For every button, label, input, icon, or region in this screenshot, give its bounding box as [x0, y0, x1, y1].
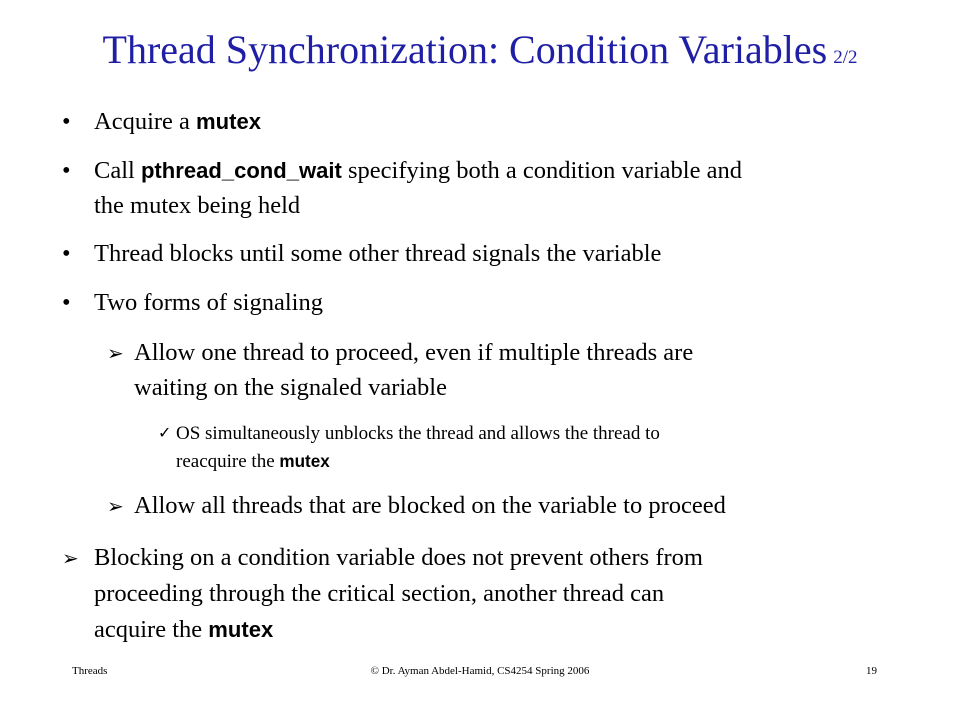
- footer-page-number: 19: [866, 665, 877, 677]
- last-item-text: acquire the: [94, 616, 209, 643]
- code-term: mutex: [196, 109, 261, 134]
- bullet-dot-icon: •: [62, 240, 71, 267]
- bullet-dot-icon: •: [62, 157, 71, 184]
- arrow-bullet-icon: ➢: [107, 341, 124, 365]
- title-page-number: 2/2: [833, 47, 858, 68]
- bullet-item-2-continuation: the mutex being held: [94, 192, 301, 219]
- footer-left: Threads: [72, 665, 108, 677]
- bullet-item-1: [94, 106, 261, 138]
- bullet-text: Call: [94, 157, 141, 184]
- bullet-dot-icon: •: [62, 289, 71, 316]
- bullet-item-3: Thread blocks until some other thread signals the variable: [94, 240, 662, 267]
- last-item-continuation-1: proceeding through the critical section, another thread can: [94, 580, 665, 607]
- bullet-dot-icon: •: [62, 108, 71, 135]
- bullet-item-4: Two forms of signaling: [94, 289, 323, 316]
- check-item: OS simultaneously unblocks the thread and allows the thread to: [176, 423, 660, 444]
- footer-center: © Dr. Ayman Abdel-Hamid, CS4254 Spring 2006: [370, 665, 590, 677]
- last-item: Blocking on a condition variable does not prevent others from: [94, 544, 703, 571]
- sub-bullet-1: Allow one thread to proceed, even if multiple threads are: [134, 339, 694, 366]
- arrow-bullet-icon: ➢: [107, 494, 124, 518]
- checkmark-icon: ✓: [158, 423, 172, 442]
- bullet-text: specifying both a condition variable and: [341, 157, 742, 184]
- last-item-continuation-2: [94, 614, 273, 646]
- sub-bullet-2: Allow all threads that are blocked on the variable to proceed: [134, 492, 726, 519]
- bullet-item-2: [94, 155, 742, 187]
- arrow-bullet-icon: ➢: [62, 546, 79, 570]
- title-text: Thread Synchronization: Condition Variables: [102, 27, 828, 72]
- check-item-text: reacquire the: [176, 451, 280, 472]
- code-term: mutex: [279, 452, 330, 471]
- bullet-text: Acquire a: [94, 108, 197, 135]
- code-term: pthread_cond_wait: [140, 158, 342, 183]
- slide-title: [0, 28, 960, 72]
- code-term: mutex: [208, 617, 274, 642]
- check-item-continuation: [176, 449, 330, 475]
- sub-bullet-1-continuation: waiting on the signaled variable: [134, 374, 447, 401]
